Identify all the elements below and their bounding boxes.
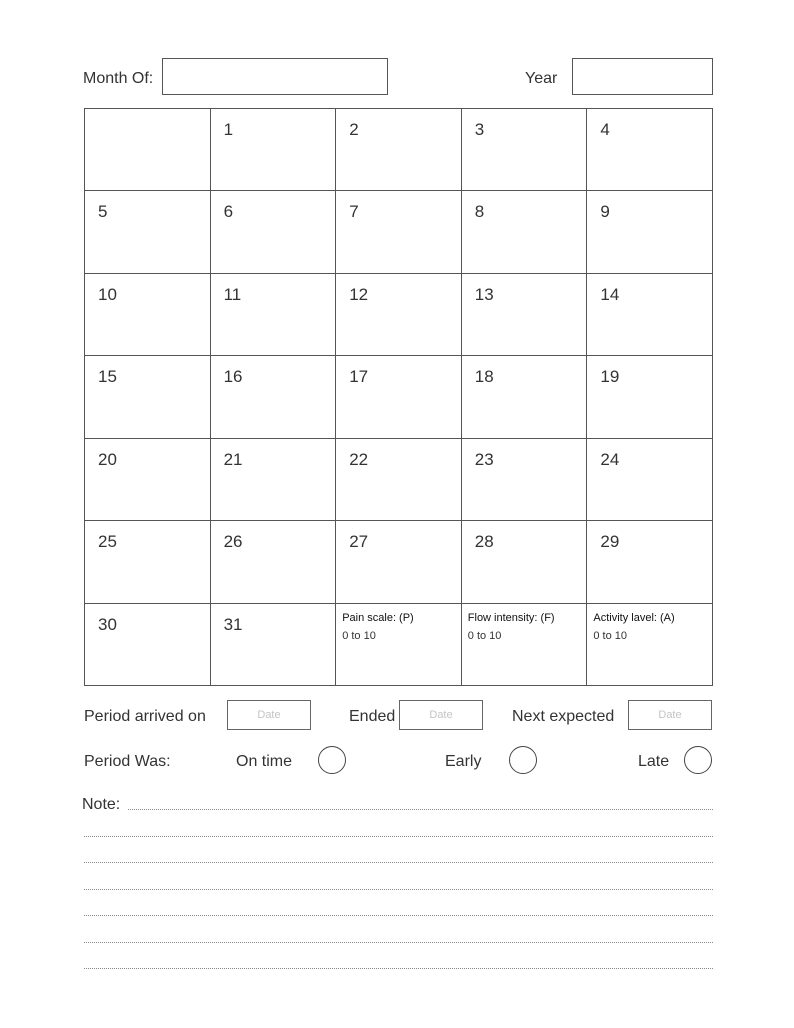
early-radio[interactable] (509, 746, 537, 774)
legend-cell (587, 603, 713, 685)
calendar-day-cell[interactable] (85, 438, 211, 520)
day-number: 20 (98, 449, 117, 469)
ended-label: Ended (349, 708, 396, 725)
next-expected-date-field[interactable]: Date (628, 700, 712, 730)
period-arrived-date-field[interactable]: Date (227, 700, 311, 730)
day-number: 26 (223, 532, 243, 552)
day-number: 23 (474, 449, 494, 469)
calendar-day-cell[interactable] (587, 191, 713, 273)
day-number: 25 (98, 532, 117, 552)
note-line[interactable] (84, 915, 713, 916)
calendar-day-cell[interactable] (85, 273, 211, 355)
ended-date-field[interactable]: Date (399, 700, 483, 730)
legend-cell (461, 603, 587, 685)
legend-title: Pain scale: (P) (342, 611, 414, 624)
calendar-day-cell[interactable] (85, 521, 211, 603)
calendar-day-cell[interactable] (210, 109, 336, 191)
calendar-row (85, 603, 713, 685)
note-line[interactable] (128, 809, 713, 810)
day-number: 28 (474, 532, 494, 552)
day-number: 3 (474, 120, 485, 139)
calendar-day-cell[interactable] (210, 438, 336, 520)
month-field[interactable] (162, 58, 388, 95)
legend-title: Flow intensity: (F) (467, 611, 555, 624)
calendar-row (85, 438, 713, 520)
day-number: 16 (223, 367, 243, 387)
calendar-day-cell[interactable] (336, 191, 462, 273)
day-number: 13 (474, 284, 494, 304)
day-number: 4 (600, 120, 610, 139)
day-number: 2 (349, 120, 359, 139)
calendar-day-cell[interactable] (336, 109, 462, 191)
calendar-day-cell[interactable] (587, 109, 713, 191)
calendar-day-cell[interactable] (461, 356, 587, 438)
calendar-row (85, 109, 713, 191)
note-line[interactable] (84, 942, 713, 943)
calendar-day-cell[interactable] (587, 521, 713, 603)
day-number: 9 (600, 202, 610, 222)
calendar-day-cell[interactable] (461, 438, 587, 520)
on-time-label: On time (236, 753, 293, 770)
early-label: Early (445, 753, 482, 770)
day-number: 24 (600, 449, 620, 469)
year-field[interactable] (572, 58, 713, 95)
day-number: 29 (600, 532, 620, 552)
late-radio[interactable] (684, 746, 712, 774)
day-number: 11 (223, 284, 242, 304)
calendar-day-cell[interactable] (210, 603, 336, 685)
day-number: 31 (223, 614, 243, 634)
calendar-day-cell[interactable] (85, 603, 211, 685)
calendar-day-cell[interactable] (461, 521, 587, 603)
calendar-day-cell[interactable] (210, 521, 336, 603)
calendar-grid (84, 108, 713, 686)
calendar-day-cell[interactable] (336, 273, 462, 355)
legend-range: 0 to 10 (593, 629, 628, 642)
day-number: 6 (223, 202, 234, 222)
day-number: 18 (474, 367, 494, 387)
calendar-row (85, 273, 713, 355)
month-label: Month Of: (83, 70, 154, 87)
note-line[interactable] (84, 836, 713, 837)
calendar-day-cell[interactable] (336, 521, 462, 603)
year-label: Year (525, 70, 558, 87)
calendar-day-cell[interactable] (336, 356, 462, 438)
late-label: Late (638, 753, 670, 770)
period-was-label: Period Was: (84, 753, 171, 770)
period-arrived-label: Period arrived on (84, 708, 206, 725)
calendar-day-cell[interactable] (210, 356, 336, 438)
day-number: 17 (349, 367, 369, 387)
note-line[interactable] (84, 889, 713, 890)
day-number: 30 (98, 614, 117, 634)
day-number: 7 (349, 202, 359, 222)
calendar-row (85, 356, 713, 438)
calendar-day-cell[interactable] (461, 273, 587, 355)
calendar-day-cell[interactable] (587, 273, 713, 355)
day-number: 21 (223, 449, 243, 469)
day-number: 22 (349, 449, 369, 469)
note-label: Note: (82, 796, 121, 813)
legend-cell (336, 603, 462, 685)
day-number: 5 (98, 202, 108, 222)
legend-title: Activity lavel: (A) (593, 611, 675, 624)
note-line[interactable] (84, 968, 713, 969)
day-number: 10 (98, 284, 117, 304)
calendar-row (85, 191, 713, 273)
day-number: 14 (600, 284, 620, 304)
calendar-row (85, 521, 713, 603)
calendar-day-cell[interactable] (461, 191, 587, 273)
legend-range: 0 to 10 (342, 629, 376, 642)
calendar-day-cell[interactable] (85, 356, 211, 438)
day-number: 12 (349, 284, 369, 304)
on-time-radio[interactable] (318, 746, 346, 774)
calendar-day-cell[interactable] (336, 438, 462, 520)
day-number: 27 (349, 532, 369, 552)
day-number: 19 (600, 367, 620, 387)
calendar-day-cell[interactable] (210, 191, 336, 273)
note-line[interactable] (84, 862, 713, 863)
day-number: 15 (98, 367, 117, 387)
legend-range: 0 to 10 (467, 629, 502, 642)
calendar-day-cell[interactable] (461, 109, 587, 191)
calendar-day-cell[interactable] (85, 109, 211, 191)
day-number: 1 (223, 120, 234, 139)
calendar-day-cell[interactable] (587, 438, 713, 520)
day-number: 8 (474, 202, 485, 222)
calendar-day-cell[interactable] (85, 191, 211, 273)
calendar-day-cell[interactable] (587, 356, 713, 438)
next-expected-label: Next expected (512, 708, 615, 725)
calendar-day-cell[interactable] (210, 273, 336, 355)
